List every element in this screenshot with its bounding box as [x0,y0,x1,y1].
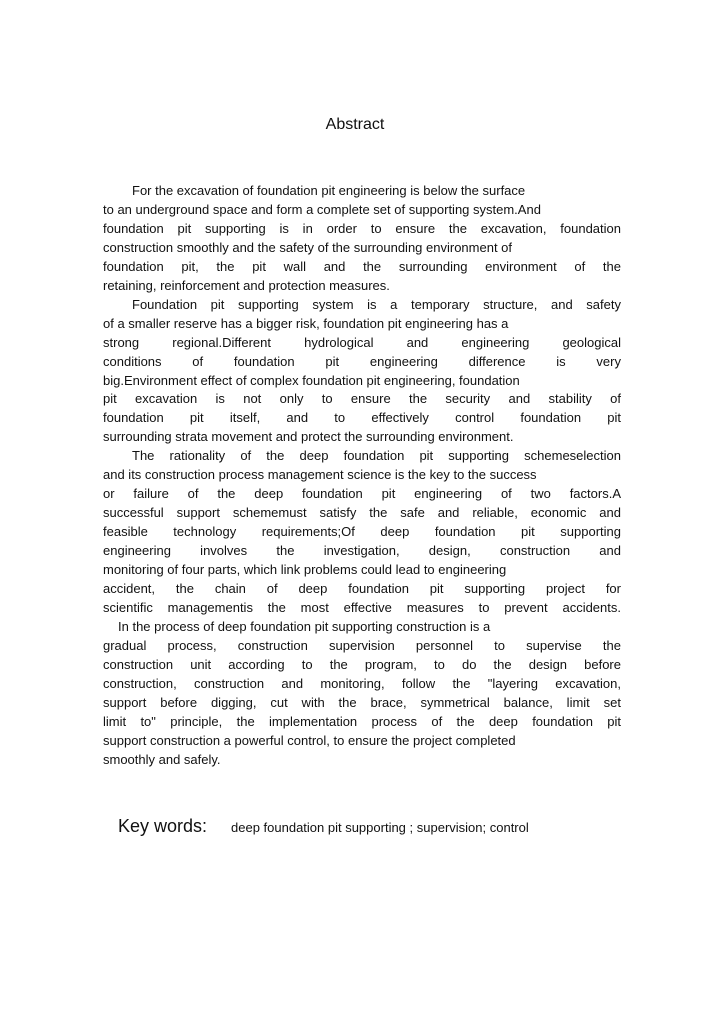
abstract-line: to an underground space and form a complete set of supporting system.And [103,201,541,217]
abstract-line: of a smaller reserve has a bigger risk, foundation pit engineering has a [103,315,509,331]
abstract-line: For the excavation of foundation pit engineering is below the surface [132,183,526,198]
abstract-line: retaining, reinforcement and protection measures. [103,277,390,293]
abstract-line: big.Environment effect of complex foundation pit engineering, foundation [103,372,520,388]
abstract-line: In the process of deep foundation pit supporting construction is a [118,618,491,634]
abstract-line: strong regional.Different hydrological and engineering geological [103,334,621,350]
abstract-line: feasible technology requirements;Of deep foundation pit supporting [103,524,621,540]
abstract-line: scientific managementis the most effective measures to prevent accidents. [103,599,621,615]
abstract-line: accident, the chain of deep foundation pit supporting project for [103,581,621,596]
abstract-line: pit excavation is not only to ensure the security and stability of [103,391,621,407]
abstract-line: or failure of the deep foundation pit engineering of two factors.A [103,486,621,502]
abstract-line: monitoring of four parts, which link problems could lead to engineering [103,562,507,577]
abstract-line: foundation pit, the pit wall and the surrounding environment of the [103,258,621,274]
abstract-line: and its construction process management science is the key to the success [103,467,537,483]
abstract-line: support before digging, cut with the brace, symmetrical balance, limit set [103,694,621,710]
abstract-line: surrounding strata movement and protect the surrounding environment. [103,429,514,445]
abstract-line: construction smoothly and the safety of the surrounding environment of [103,239,513,255]
keywords-row [118,814,529,840]
abstract-line: gradual process, construction supervision personnel to supervise the [103,637,621,653]
abstract-line: foundation pit itself, and to effectively control foundation pit [103,410,621,426]
abstract-line: Foundation pit supporting system is a temporary structure, and safety [132,296,621,312]
abstract-line: smoothly and safely. [103,751,221,767]
abstract-line: support construction a powerful control, to ensure the project completed [103,732,516,748]
abstract-line: limit to" principle, the implementation process of the deep foundation pit [103,713,621,729]
abstract-line: foundation pit supporting is in order to ensure the excavation, foundation [103,220,621,236]
abstract-line: construction, construction and monitoring, follow the "layering excavation, [103,675,621,691]
keywords-value: deep foundation pit supporting ; supervision; control [231,820,529,835]
abstract-line: The rationality of the deep foundation pit supporting schemeselection [132,448,621,464]
keywords-label: Key words: [118,816,208,836]
abstract-line: conditions of foundation pit engineering difference is very [103,353,621,369]
abstract-title: Abstract [325,116,385,133]
abstract-line: engineering involves the investigation, design, construction and [103,543,621,558]
abstract-line: successful support schememust satisfy the safe and reliable, economic and [103,505,621,521]
abstract-line: construction unit according to the program, to do the design before [103,656,621,672]
